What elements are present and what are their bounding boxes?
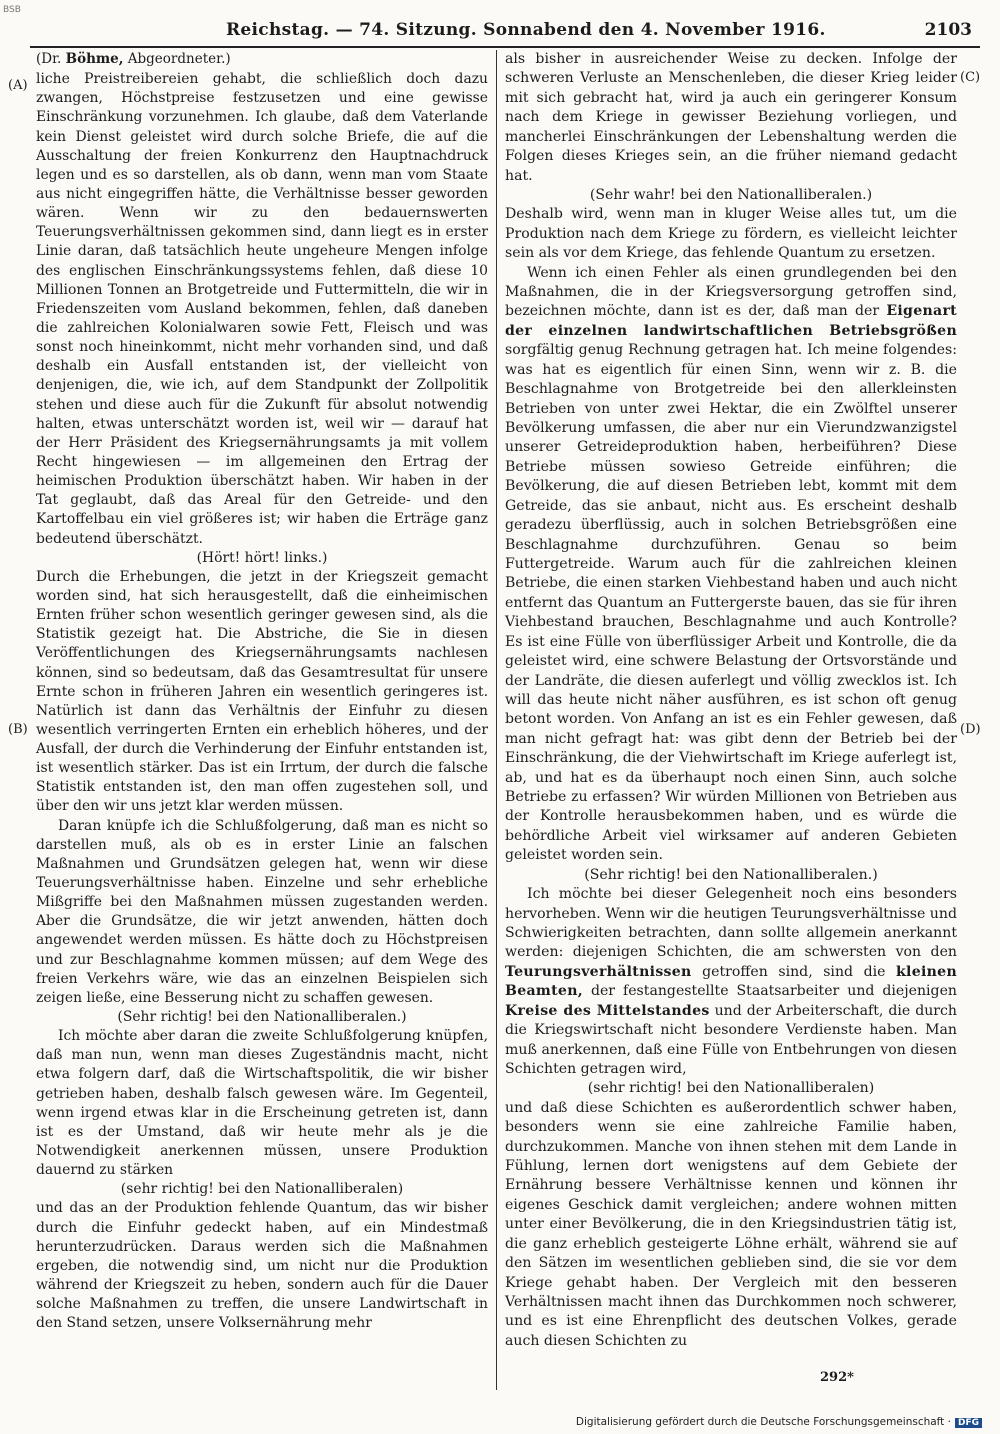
right-column	[505, 50, 957, 1351]
footer	[576, 1416, 982, 1428]
speaker-prefix: (Dr.	[36, 51, 62, 67]
library-mark: BSB	[3, 5, 21, 15]
interjection: (sehr richtig! bei den Nationalliberalen)	[120, 1181, 404, 1198]
running-title: Reichstag. — 74. Sitzung. Sonnabend den 4. November 1916.	[226, 20, 826, 40]
footer-text: Digitalisierung gefördert durch die Deutsche Forschungsgemeinschaft ·	[575, 1416, 951, 1428]
paragraph: und das an der Produktion fehlende Quantum, das wir bisher durch die Einfuhr gedeckt haben, auf ein Mindestmaß herunterzudrücken. Daraus werden sich die Maßnahmen ergeben, die notwendig sind, um nicht nur die Produktion während der Kriegszeit zu heben, sondern auch für die Dauer solche Maßnahmen zu treffen, die unsere Landwirtschaft in den Stand setzen, unsere Volksernährung mehr	[36, 1200, 488, 1332]
paragraph-with-emphasis	[505, 264, 957, 866]
interjection: (Sehr richtig! bei den Nationalliberalen.)	[117, 1009, 407, 1026]
left-column	[36, 50, 488, 1333]
paragraph: Ich möchte aber daran die zweite Schlußfolgerung knüpfen, daß man nun, wenn man dieses Zugeständnis macht, nicht etwa folgern darf, daß die Wirtschaftspolitik, die wir bisher getrieben haben, deshalb falsch gewesen wäre. Im Gegenteil, wenn irgend etwas klar in die Erscheinung getreten ist, dann ist es der Umstand, daß wir heute mehr als je die Notwendigkeit anerkennen müssen, unsere Produktion dauernd zu stärken	[36, 1028, 488, 1179]
margin-marker-d: (D)	[960, 722, 981, 737]
speaker-tag	[36, 50, 488, 69]
header-rule	[30, 46, 980, 48]
interjection: (sehr richtig! bei den Nationalliberalen)	[587, 1080, 875, 1097]
page-header	[30, 20, 980, 44]
text-run: Ich möchte bei dieser Gelegenheit noch eins besonders hervorheben. Wenn wir die heutigen Teurungsverhältnisse und Schwierigkeiten betrachten, dann sollte allgemein anerkannt werden: diejenigen Schichten, die am schwersten von den	[505, 886, 957, 961]
speaker-name: Böhme,	[65, 51, 124, 67]
bold-phrase: Kreise des Mittelstandes	[505, 1002, 710, 1019]
dfg-logo: DFG	[955, 1418, 982, 1428]
bold-phrase: Eigenart der einzelnen landwirtschaftlichen Betriebsgrößen	[505, 303, 957, 339]
signature-mark: 292*	[820, 1370, 854, 1385]
paragraph: Deshalb wird, wenn man in kluger Weise alles tut, um die Produktion nach dem Kriege zu fördern, es vielleicht leichter sein als vor dem Kriege, das fehlende Quantum zu ersetzen.	[505, 206, 957, 262]
text-run: Wenn ich einen Fehler als einen grundlegenden bei den Maßnahmen, die in der Kriegsversorgung getroffen sind, bezeichnen möchte, dann ist es der, daß man der	[505, 264, 957, 320]
text-run: der festangestellte Staatsarbeiter und diejenigen	[590, 983, 957, 1000]
paragraph: liche Preistreibereien gehabt, die schließlich doch dazu zwangen, Höchstpreise festzusetzen und eine gewisse Einschränkung vorzunehmen. Ich glaube, daß dem Vaterlande kein Dienst geleistet wird durch solche Briefe, die auf die Ausschaltung der freien Konkurrenz den Hauptnachdruck legen und es so darstellen, als ob dann, wenn man vom Staate aus nicht eingegriffen hätte, die Verhältnisse besser geworden wären. Wenn wir zu den bedauernswerten Teuerungsverhältnissen gekommen sind, dann liegt es in erster Linie daran, daß tatsächlich heute ungeheure Mengen infolge des englischen Einschränkungssystems fehlen, daß diese 10 Millionen Tonnen an Brotgetreide und Futtermitteln, die wir in Friedenszeiten vom Ausland bekommen, fehlen, daß daneben die zahlreichen Kolonialwaren sowie Fett, Fleisch und was sonst noch hineinkommt, nicht mehr vorhanden sind, und daß deshalb ein Ausfall entstanden ist, der vielleicht von denjenigen, die, wie ich, auf dem Standpunkt der Zollpolitik stehen und diese auch für die Zukunft für absolut notwendig halten, etwas unterschätzt worden ist, weil wir — darauf hat der Herr Präsident des Kriegsernährungsamts ja mit vollem Recht hingewiesen — im allgemeinen den Ertrag der heimischen Produktion überschätzt haben. Wir haben in der Tat geglaubt, daß das Areal für den Getreide- und den Kartoffelbau ein viel größeres ist; wir haben die Erträge ganz bedeutend überschätzt.	[36, 71, 488, 547]
interjection: (Sehr wahr! bei den Nationalliberalen.)	[589, 186, 873, 203]
speaker-role: Abgeordneter.)	[127, 51, 231, 67]
bold-phrase: Teurungsverhältnissen	[505, 963, 692, 980]
margin-marker-c: (C)	[960, 70, 981, 85]
text-run: getroffen sind, sind die	[702, 963, 886, 980]
margin-marker-a: (A)	[8, 78, 28, 93]
paragraph: Durch die Erhebungen, die jetzt in der Kriegszeit gemacht worden sind, hat sich herausgestellt, daß die einheimischen Ernten früher schon wesentlich geringer gewesen sind, als die Statistik gezeigt hat. Die Abstriche, die Sie in diesen Veröffentlichungen des Kriegsernährungsamts nachlesen können, sind so bedeutsam, daß das Gesamtresultat für unsere Ernte schon in früheren Jahren ein wesentlich geringeres ist. Natürlich ist dann das Verhältnis der Einfuhr zu diesen wesentlich verringerten Ernten ein erheblich höheres, und der Ausfall, der durch die Verhinderung der Einfuhr entstanden ist, ist wesentlich stärker. Das ist ein Irrtum, der durch die falsche Statistik entstanden ist, den man offen zugestehen soll, und über den wir uns jetzt klar werden müssen.	[36, 568, 488, 815]
bold-phrase: kleinen Beamten,	[505, 963, 957, 1000]
paragraph: als bisher in ausreichender Weise zu decken. Infolge der schweren Verluste an Menschenleben, die dieser Krieg leider mit sich gebracht hat, wird ja auch ein geringerer Konsum nach dem Kriege in gewisser Beziehung vorliegen, und mancherlei Einschränkungen der Lebenshaltung werden die Folgen dieses Krieges sein, an die früher niemand gedacht hat.	[505, 51, 957, 184]
column-divider	[496, 50, 497, 1390]
text-run: sorgfältig genug Rechnung getragen hat. Ich meine folgendes: was hat es eigentlich für einen Sinn, wenn wir z. B. die Beschlagnahme von Brotgetreide bei den allerkleinsten Betrieben von unter zwei Hektar, die ein Zwölftel unserer Bevölkerung umfassen, die aber nur ein Vierundzwanzigstel unserer Getreideproduktion haben, herbeiführen? Diese Betriebe müssen sowieso Getreide einführen; die Bevölkerung, die auf diesen Betrieben lebt, kommt mit dem Getreide, das sie anbaut, nicht aus. Es erscheint deshalb geradezu überflüssig, auch in solchen Betriebsgrößen eine Beschlagnahme durchzuführen. Genau so beim Futtergetreide. Warum auch für die zahlreichen kleinen Betriebe, die einen starken Viehbestand haben und auch nicht entfernt das Quantum an Futtergerste bauen, das sie für ihren Viehbestand brauchen, Beschlagnahme und auch Kontrolle? Es ist eine Fülle von überflüssiger Arbeit und Kontrolle, die da geleistet wird, eine schwere Belastung der Ortsvorstände und der Landräte, die diesen auferlegt und völlig zwecklos ist. Ich will das heute nicht näher ausführen, es ist schon oft genug betont worden. Von Anfang an ist es ein Fehler gewesen, daß man nicht gefragt hat: was gibt denn der Betrieb bei der Einschränkung, die der Viehwirtschaft im Kriege auferlegt ist, ab, und hat es da überhaupt noch einen Sinn, auch solche Betriebe zu erfassen? Wir würden Millionen von Betrieben aus der Kontrolle herausbekommen haben, und es würde die behördliche Arbeit viel wirksamer auf anderen Gebieten geleistet worden sein.	[505, 342, 957, 864]
paragraph: Daran knüpfe ich die Schlußfolgerung, daß man es nicht so darstellen muß, als ob es in erster Linie an falschen Maßnahmen und Grundsätzen gelegen hat, wenn wir diese Teuerungsverhältnisse haben. Einzelne und sehr erhebliche Mißgriffe bei den Maßnahmen müssen zugestanden werden. Aber die Grundsätze, die wir jetzt anwenden, hätten doch angewendet werden müssen. Es hätte doch zu Höchstpreisen und zur Beschlagnahme kommen müssen; auf dem Wege des freien Verkehrs wäre, wie das an einzelnen Beispielen sich zeigen ließe, eine Besserung nicht zu schaffen gewesen.	[36, 817, 488, 1006]
paragraph-with-emphasis	[505, 885, 957, 1079]
text-run: und der Arbeiterschaft, die durch die Kriegswirtschaft nicht besondere Verdienste haben. Man muß anerkennen, daß eine Fülle von Entbehrungen von diesen Schichten getragen wird,	[505, 1002, 957, 1077]
interjection: (Sehr richtig! bei den Nationalliberalen.)	[584, 866, 878, 883]
interjection: (Hört! hört! links.)	[196, 549, 328, 566]
page-number: 2103	[924, 20, 972, 40]
paragraph: und daß diese Schichten es außerordentlich schwer haben, besonders wenn sie eine zahlreiche Familie haben, durchzukommen. Manche von ihnen stehen mit dem Lande in Fühlung, lernen dort wenigstens auf dem Gebiete der Ernährung bessere Verhältnisse kennen und können ihr eigenes Geschick damit vergleichen; andere wohnen mitten unter einer Bevölkerung, die in den Kriegsindustrien tätig ist, die ganz erheblich gesteigerte Löhne erhält, während sie auf den Sätzen im wesentlichen geblieben sind, die sie vor dem Kriege gehabt haben. Der Vergleich mit den besseren Verhältnissen macht ihnen das Durchkommen noch schwerer, und es ist eine Ehrenpflicht des deutschen Volkes, gerade auch diesen Schichten zu	[505, 1099, 957, 1349]
margin-marker-b: (B)	[8, 722, 28, 737]
